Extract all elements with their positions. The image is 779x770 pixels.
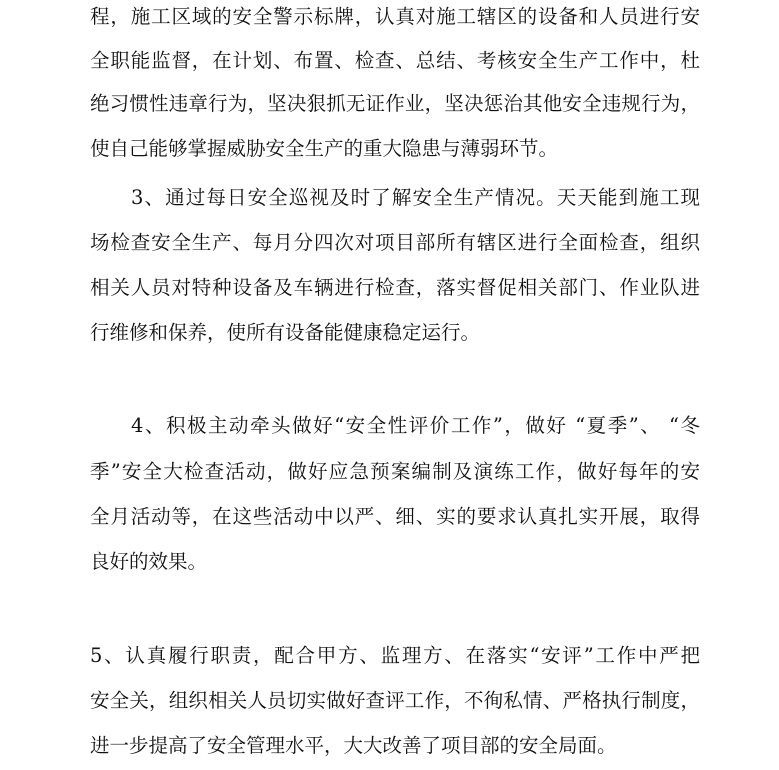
text-line: 全月活动等，在这些活动中以严、细、实的要求认真扎实开展，取得 <box>90 505 700 528</box>
text-line: 场检查安全生产、每月分四次对项目部所有辖区进行全面检查，组织 <box>90 231 700 254</box>
text-line: 全职能监督，在计划、布置、检查、总结、考核安全生产工作中，杜 <box>90 49 700 72</box>
text-line: 进一步提高了安全管理水平，大大改善了项目部的安全局面。 <box>90 734 617 757</box>
text-line: 4、积极主动牵头做好“安全性评价工作”，做好 “夏季”、 “冬 <box>131 414 700 437</box>
text-line: 季”安全大检查活动，做好应急预案编制及演练工作，做好每年的安 <box>90 460 700 483</box>
text-line: 5、认真履行职责，配合甲方、监理方、在落实“安评”工作中严把 <box>90 644 700 667</box>
text-line: 行维修和保养，使所有设备能健康稳定运行。 <box>90 321 481 344</box>
text-line: 安全关，组织相关人员切实做好查评工作，不徇私情、严格执行制度， <box>90 689 700 712</box>
text-line: 良好的效果。 <box>90 550 208 573</box>
text-line: 程，施工区域的安全警示标牌，认真对施工辖区的设备和人员进行安 <box>90 5 700 28</box>
text-line: 3、通过每日安全巡视及时了解安全生产情况。天天能到施工现 <box>131 186 700 209</box>
text-line: 相关人员对特种设备及车辆进行检查，落实督促相关部门、作业队进 <box>90 276 700 299</box>
text-line: 绝习惯性违章行为，坚决狠抓无证作业，坚决惩治其他安全违规行为， <box>90 92 700 115</box>
text-line: 使自己能够掌握威胁安全生产的重大隐患与薄弱环节。 <box>90 137 559 160</box>
